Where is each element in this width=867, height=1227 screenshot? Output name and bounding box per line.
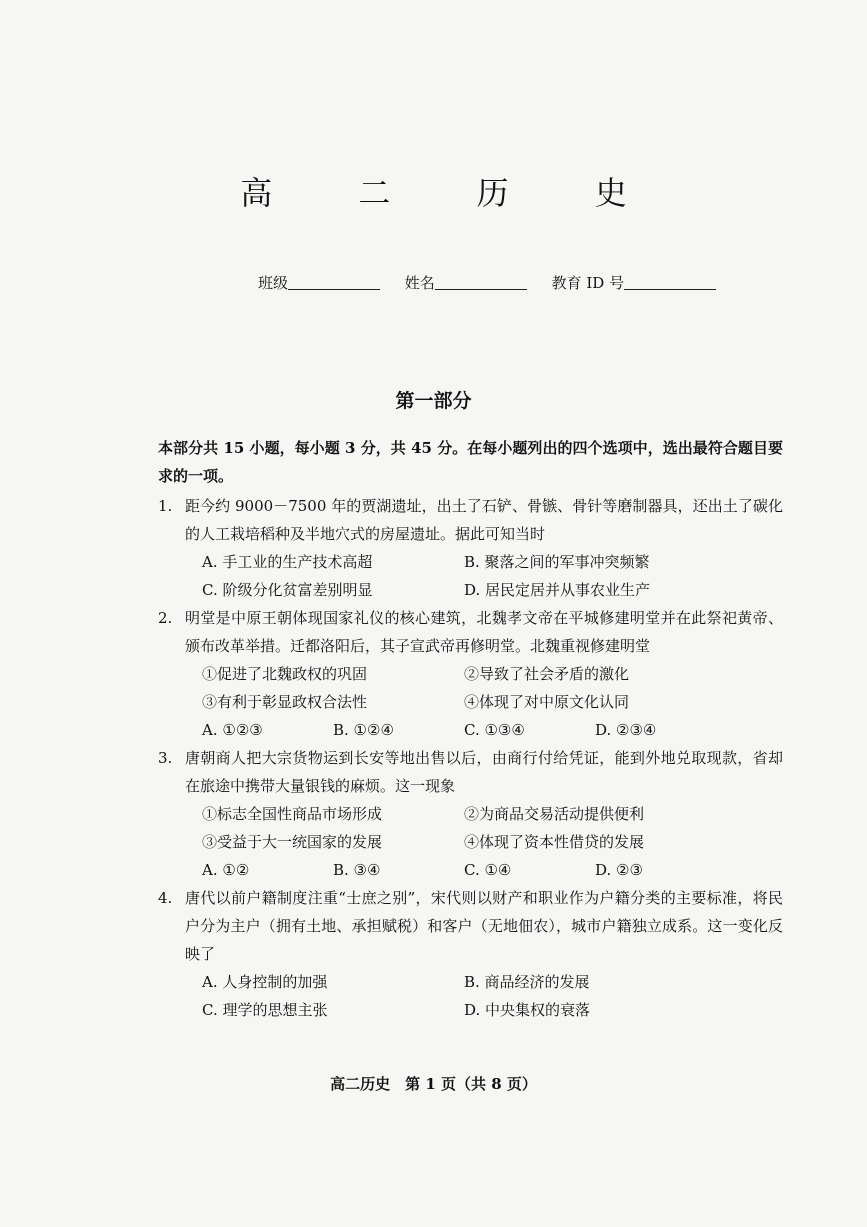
option-a[interactable]: A. ①② (202, 861, 250, 879)
option-d[interactable]: D. 居民定居并从事农业生产 (464, 581, 651, 599)
section-title: 第一部分 (395, 390, 472, 412)
name-label: 姓名 (404, 274, 435, 292)
exam-title: 高 二 历 史 (240, 174, 665, 212)
option-row (158, 576, 783, 604)
statement-row (158, 660, 783, 688)
statement-3: ③有利于彰显政权合法性 (202, 693, 368, 711)
option-d[interactable]: D. ②③④ (595, 721, 657, 739)
statement-row (158, 800, 783, 828)
question-4 (158, 884, 783, 1024)
option-c[interactable]: C. 阶级分化贫富差别明显 (202, 581, 373, 599)
statement-4: ④体现了资本性借贷的发展 (464, 833, 645, 851)
statement-1: ①促进了北魏政权的巩固 (202, 665, 368, 683)
question-stem (158, 744, 783, 800)
option-row (158, 548, 783, 576)
question-number: 3. (158, 749, 173, 767)
student-info-fields (258, 272, 716, 293)
option-a[interactable]: A. ①②③ (202, 721, 263, 739)
question-text: 唐朝商人把大宗货物运到长安等地出售以后，由商行付给凭证，能到外地兑取现款，省却在旅途中携带大量银钱的麻烦。这一现象 (185, 749, 783, 795)
option-row (158, 716, 783, 744)
question-text: 距今约 9000－7500 年的贾湖遗址，出土了石铲、骨镞、骨针等磨制器具，还出土了碳化的人工栽培稻种及半地穴式的房屋遗址。据此可知当时 (185, 497, 783, 543)
option-b[interactable]: B. ①②④ (333, 721, 394, 739)
option-row (158, 968, 783, 996)
question-stem (158, 604, 783, 660)
statement-1: ①标志全国性商品市场形成 (202, 805, 383, 823)
question-text: 明堂是中原王朝体现国家礼仪的核心建筑，北魏孝文帝在平城修建明堂并在此祭祀黄帝、颁布改革举措。迁都洛阳后，其子宣武帝再修明堂。北魏重视修建明堂 (185, 609, 783, 655)
id-blank[interactable] (624, 275, 716, 290)
option-b[interactable]: B. ③④ (333, 861, 381, 879)
question-list (158, 492, 783, 1024)
statement-row (158, 828, 783, 856)
class-label: 班级 (258, 274, 289, 292)
question-1 (158, 492, 783, 604)
option-b[interactable]: B. 商品经济的发展 (464, 973, 590, 991)
option-a[interactable]: A. 手工业的生产技术高超 (202, 553, 373, 571)
option-b[interactable]: B. 聚落之间的军事冲突频繁 (464, 553, 650, 571)
option-row (158, 996, 783, 1024)
question-number: 1. (158, 497, 173, 515)
question-number: 2. (158, 609, 173, 627)
option-row (158, 856, 783, 884)
statement-2: ②导致了社会矛盾的激化 (464, 665, 630, 683)
option-a[interactable]: A. 人身控制的加强 (202, 973, 328, 991)
page-footer: 高二历史 第 1 页（共 8 页） (330, 1075, 537, 1093)
name-blank[interactable] (435, 275, 527, 290)
statement-2: ②为商品交易活动提供便利 (464, 805, 645, 823)
id-label: 教育 ID 号 (551, 274, 625, 292)
question-stem (158, 492, 783, 548)
option-c[interactable]: C. ①③④ (464, 721, 525, 739)
section-instructions: 本部分共 15 小题，每小题 3 分，共 45 分。在每小题列出的四个选项中，选出最符合题目要求的一项。 (158, 439, 783, 485)
statement-4: ④体现了对中原文化认同 (464, 693, 630, 711)
option-c[interactable]: C. 理学的思想主张 (202, 1001, 328, 1019)
option-c[interactable]: C. ①④ (464, 861, 512, 879)
question-stem (158, 884, 783, 968)
option-d[interactable]: D. ②③ (595, 861, 643, 879)
question-2 (158, 604, 783, 744)
statement-row (158, 688, 783, 716)
question-number: 4. (158, 889, 173, 907)
option-d[interactable]: D. 中央集权的衰落 (464, 1001, 591, 1019)
class-blank[interactable] (288, 275, 380, 290)
statement-3: ③受益于大一统国家的发展 (202, 833, 383, 851)
question-text: 唐代以前户籍制度注重“士庶之别”，宋代则以财产和职业作为户籍分类的主要标准，将民户分为主户（拥有土地、承担赋税）和客户（无地佃农），城市户籍独立成系。这一变化反映了 (185, 889, 783, 963)
question-3 (158, 744, 783, 884)
